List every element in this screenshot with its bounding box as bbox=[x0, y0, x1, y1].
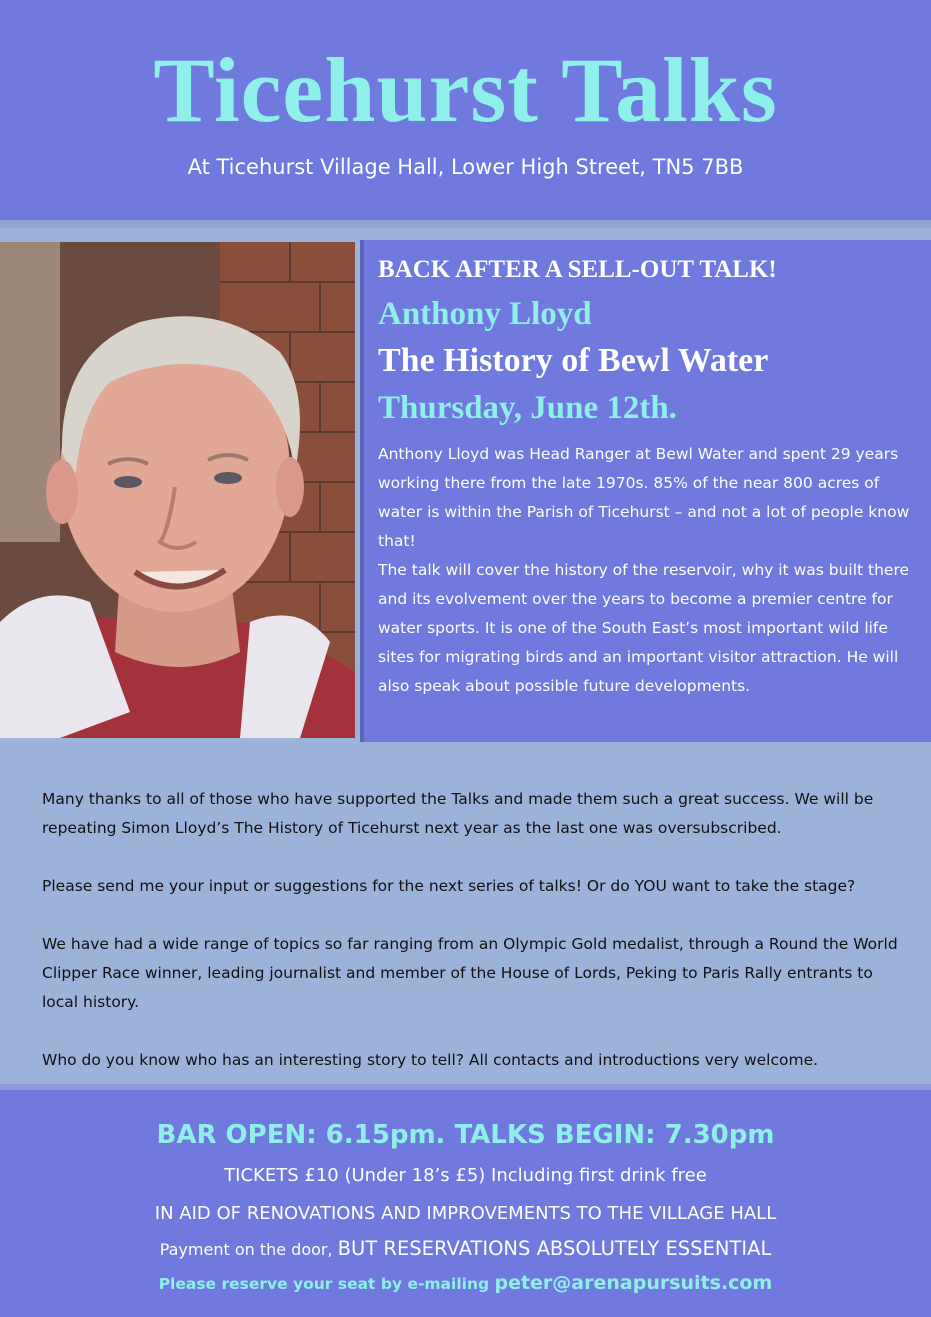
speaker-bio bbox=[378, 440, 918, 701]
reservation-warning: BUT RESERVATIONS ABSOLUTELY ESSENTIAL bbox=[337, 1237, 772, 1260]
organiser-notes bbox=[42, 785, 902, 1104]
payment-note bbox=[0, 1237, 931, 1260]
notes-paragraph: Please send me your input or suggestions for the next series of talks! Or do YOU want to take the stage? bbox=[42, 877, 856, 895]
event-info-box bbox=[360, 240, 931, 742]
ticket-prices: TICKETS £10 (Under 18’s £5) Including first drink free bbox=[224, 1165, 707, 1186]
payment-text: Payment on the door, bbox=[159, 1240, 338, 1259]
speaker-portrait-illustration bbox=[0, 242, 355, 738]
speaker-photo bbox=[0, 242, 355, 738]
event-kicker: BACK AFTER A SELL-OUT TALK! bbox=[378, 256, 777, 283]
notes-paragraph: Many thanks to all of those who have supported the Talks and made them such a great success. We will be repeating Simon Lloyd’s The History of Ticehurst next year as the last one was oversubscribed. bbox=[42, 790, 874, 837]
reserve-line bbox=[0, 1272, 931, 1294]
charity-note: IN AID OF RENOVATIONS AND IMPROVEMENTS TO THE VILLAGE HALL bbox=[154, 1203, 777, 1224]
bio-paragraph: The talk will cover the history of the reservoir, why it was built there and its evolvement over the years to become a premier centre for water sports. It is one of the South East’s most important wild life sites for migrating birds and an important visitor attraction. He will also speak about possible future developments. bbox=[378, 561, 910, 695]
panel-edge bbox=[0, 220, 931, 228]
contact-email-link[interactable]: peter@arenapursuits.com bbox=[494, 1272, 773, 1294]
event-times: BAR OPEN: 6.15pm. TALKS BEGIN: 7.30pm bbox=[156, 1120, 775, 1150]
reserve-text: Please reserve your seat by e-mailing bbox=[158, 1275, 495, 1293]
talk-title: The History of Bewl Water bbox=[378, 342, 769, 379]
box-shadow-edge bbox=[360, 240, 364, 742]
event-date: Thursday, June 12th. bbox=[378, 390, 677, 426]
notes-paragraph: We have had a wide range of topics so far ranging from an Olympic Gold medalist, through a Round the World Clipper Race winner, leading journalist and member of the House of Lords, Peking to Paris Rally entrants to local history. bbox=[42, 935, 898, 1011]
speaker-name: Anthony Lloyd bbox=[378, 296, 592, 332]
venue-address: At Ticehurst Village Hall, Lower High Street, TN5 7BB bbox=[187, 155, 744, 179]
notes-paragraph: Who do you know who has an interesting story to tell? All contacts and introductions very welcome. bbox=[42, 1051, 819, 1069]
bio-paragraph: Anthony Lloyd was Head Ranger at Bewl Water and spent 29 years working there from the late 1970s. 85% of the near 800 acres of water is within the Parish of Ticehurst – and not a lot of people know that! bbox=[378, 445, 910, 550]
page-title: Ticehurst Talks bbox=[153, 39, 778, 141]
